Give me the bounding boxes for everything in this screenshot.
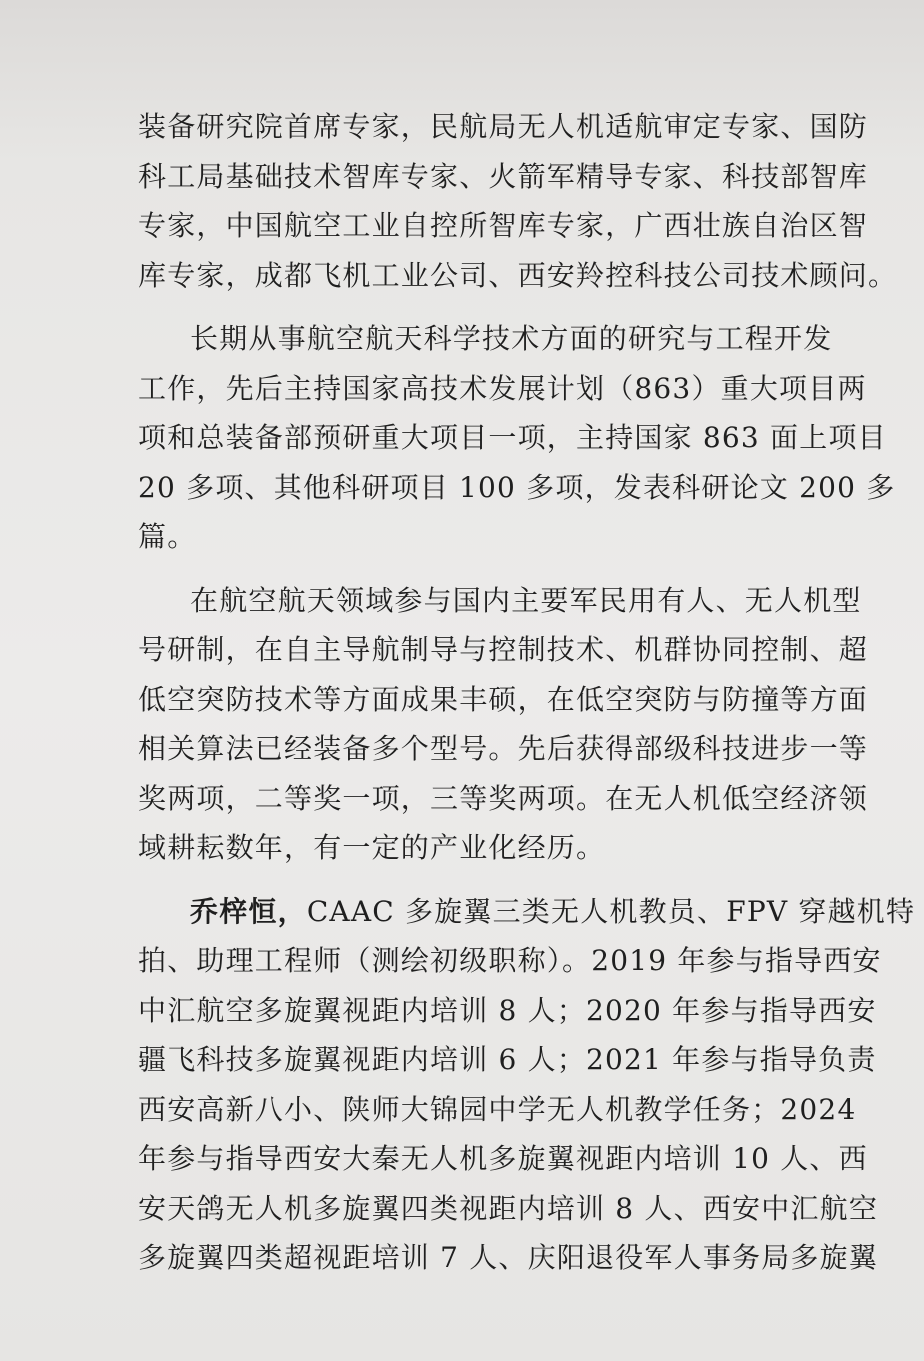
text-line: 疆飞科技多旋翼视距内培训 6 人；2021 年参与指导负责 [138, 1043, 877, 1076]
text-line: 拍、助理工程师（测绘初级职称）。2019 年参与指导西安 [138, 944, 882, 977]
text-fragment: CAAC 多旋翼三类无人机教员、FPV 穿越机特 [306, 894, 916, 928]
text-line: 年参与指导西安大秦无人机多旋翼视距内培训 10 人、西 [138, 1142, 868, 1175]
text-line [138, 887, 916, 937]
text-line: 号研制，在自主导航制导与控制技术、机群协同控制、超 [138, 633, 869, 666]
paragraph-gap [138, 873, 824, 887]
text-line: 篇。 [138, 520, 197, 553]
paragraph-gap [138, 562, 824, 576]
text-line: 长期从事航空航天科学技术方面的研究与工程开发 [190, 322, 833, 355]
text-line: 中汇航空多旋翼视距内培训 8 人；2020 年参与指导西安 [138, 993, 877, 1027]
text-line: 多旋翼四类超视距培训 7 人、庆阳退役军人事务局多旋翼 [138, 1241, 879, 1274]
paragraph-4 [138, 887, 916, 1283]
text-line: 西安高新八小、陕师大锦园中学无人机教学任务；2024 [138, 1092, 857, 1126]
person-name: 乔梓恒， [190, 894, 307, 928]
text-line: 奖两项，二等奖一项，三等奖两项。在无人机低空经济领 [138, 781, 869, 815]
text-line: 库专家，成都飞机工业公司、西安羚控科技公司技术顾问。 [138, 258, 898, 292]
text-line: 20 多项、其他科研项目 100 多项，发表科研论文 200 多 [138, 470, 896, 504]
text-line: 工作，先后主持国家高技术发展计划（863）重大项目两 [138, 371, 867, 405]
text-line: 项和总装备部预研重大项目一项，主持国家 863 面上项目 [138, 421, 887, 454]
text-line: 低空突防技术等方面成果丰硕，在低空突防与防撞等方面 [138, 682, 869, 716]
paragraph-gap [138, 300, 824, 314]
text-line: 相关算法已经装备多个型号。先后获得部级科技进步一等 [138, 732, 869, 765]
text-line: 安天鸽无人机多旋翼四类视距内培训 8 人、西安中汇航空 [138, 1191, 879, 1225]
paragraph-1 [138, 102, 898, 300]
text-line: 在航空航天领域参与国内主要军民用有人、无人机型 [190, 583, 862, 617]
paragraph-3 [138, 576, 869, 873]
text-line: 域耕耘数年，有一定的产业化经历。 [138, 831, 606, 864]
text-line: 装备研究院首席专家，民航局无人机适航审定专家、国防 [138, 110, 869, 143]
text-line: 专家，中国航空工业自控所智库专家，广西壮族自治区智 [138, 209, 869, 242]
paragraph-2 [138, 314, 896, 562]
text-line: 科工局基础技术智库专家、火箭军精导专家、科技部智库 [138, 159, 869, 193]
